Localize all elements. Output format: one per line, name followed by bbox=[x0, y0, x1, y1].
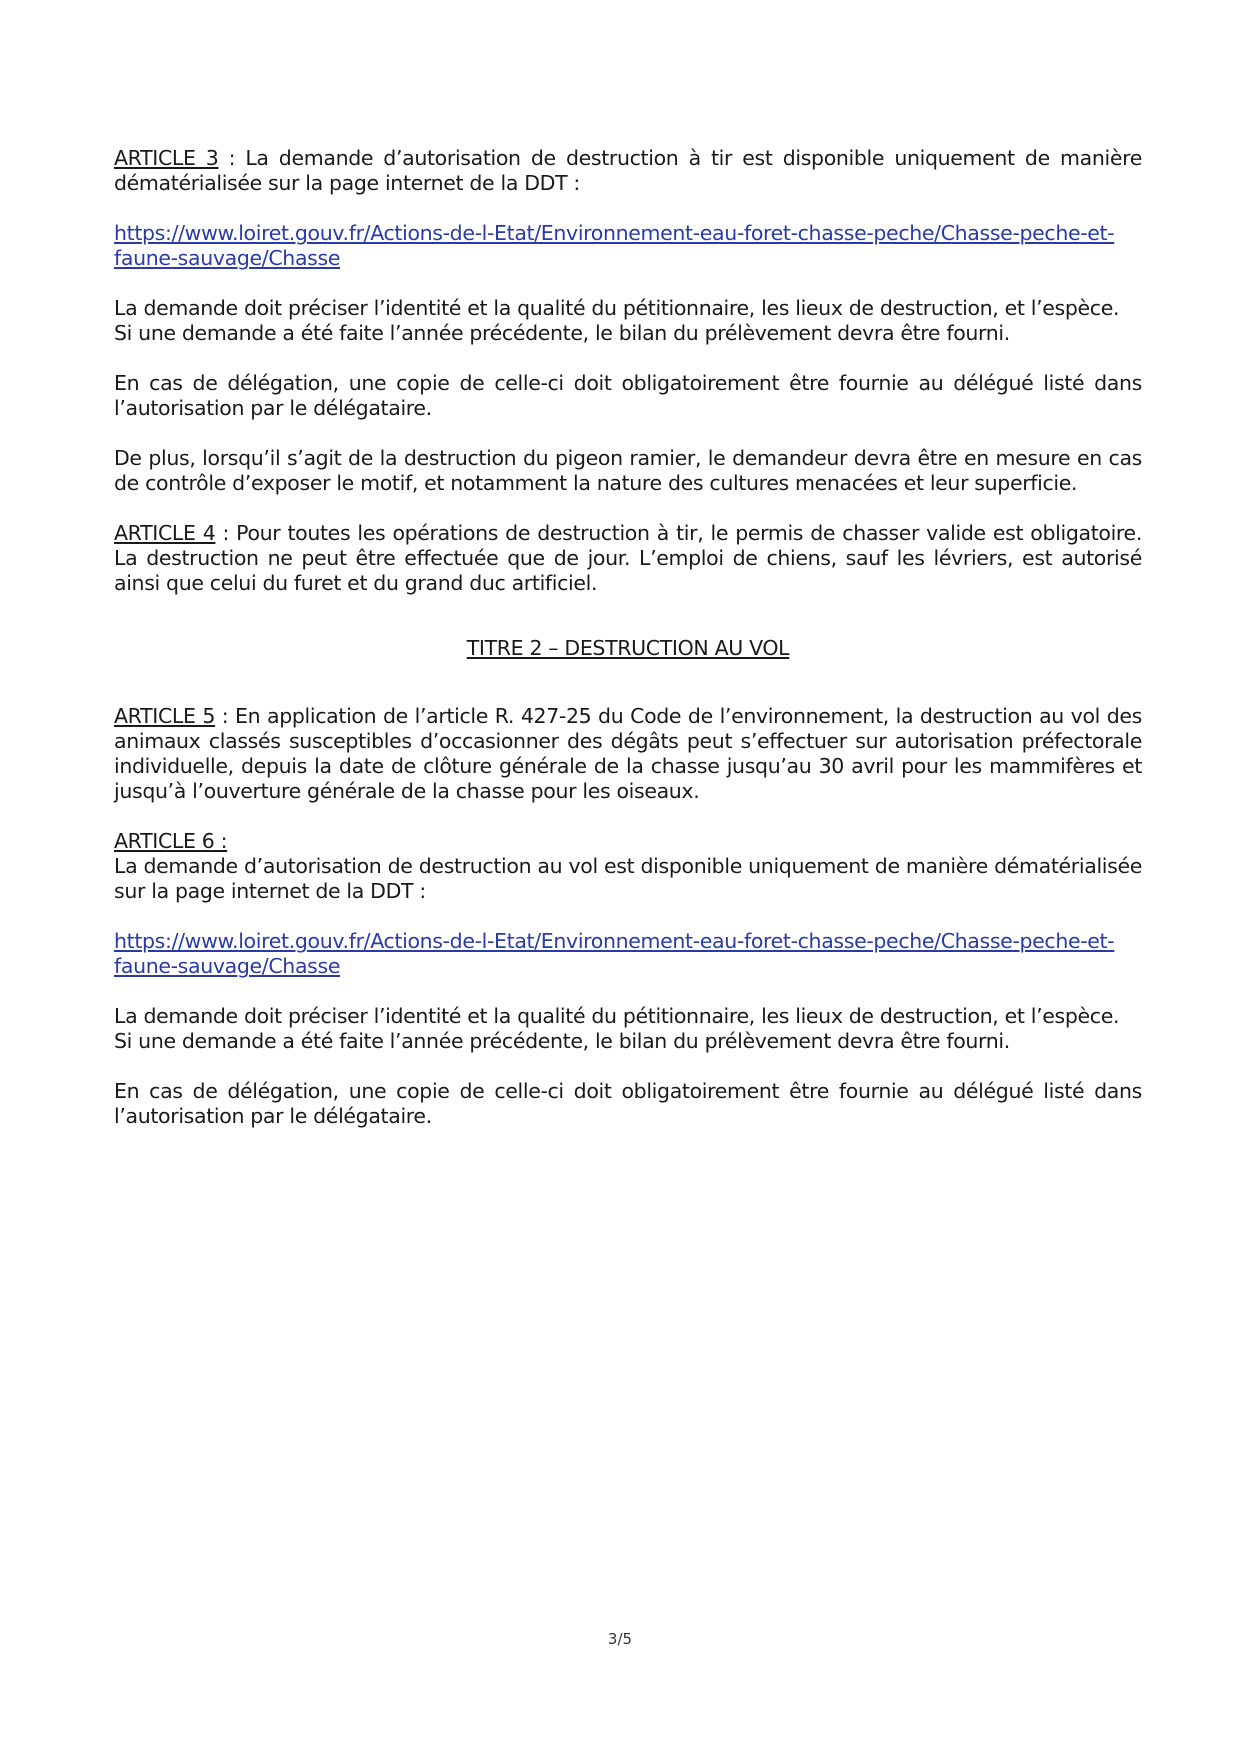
delegation-paragraph-1: En cas de délégation, une copie de celle-ci doit obligatoirement être fournie au délégué listé dans l’autorisation par le délégataire. bbox=[114, 371, 1142, 420]
request-requirements-paragraph-1 bbox=[114, 296, 1142, 346]
ddt-chasse-link-2[interactable]: https://www.loiret.gouv.fr/Actions-de-l-Etat/Environnement-eau-foret-chasse-peche/Chasse-peche-et-faune-sauvage/Chasse bbox=[114, 929, 1115, 978]
ddt-chasse-link-1[interactable]: https://www.loiret.gouv.fr/Actions-de-l-Etat/Environnement-eau-foret-chasse-peche/Chasse-peche-et-faune-sauvage/Chasse bbox=[114, 221, 1115, 270]
article-5-label: ARTICLE 5 bbox=[114, 704, 216, 728]
page-number: 3/5 bbox=[607, 1630, 633, 1648]
article-3-text: : La demande d’autorisation de destruction à tir est disponible uniquement de manière dématérialisée sur la page internet de la DDT : bbox=[114, 146, 1142, 195]
article-3-label: ARTICLE 3 bbox=[114, 146, 219, 170]
article-6-label: ARTICLE 6 : bbox=[114, 829, 228, 853]
request-requirements-line-1: La demande doit préciser l’identité et la qualité du pétitionnaire, les lieux de destruction, et l’espèce. bbox=[114, 296, 1120, 320]
request-report-line-2: Si une demande a été faite l’année précédente, le bilan du prélèvement devra être fourni. bbox=[114, 1029, 1010, 1053]
request-requirements-line-2: La demande doit préciser l’identité et la qualité du pétitionnaire, les lieux de destruction, et l’espèce. bbox=[114, 1004, 1120, 1028]
ddt-link-paragraph-2 bbox=[114, 929, 1142, 979]
titre-2-heading: TITRE 2 – DESTRUCTION AU VOL bbox=[466, 636, 790, 660]
page-content bbox=[114, 146, 1142, 1129]
request-requirements-paragraph-2 bbox=[114, 1004, 1142, 1054]
article-6-heading bbox=[114, 829, 1142, 854]
pigeon-paragraph: De plus, lorsqu’il s’agit de la destruction du pigeon ramier, le demandeur devra être en mesure en cas de contrôle d’exposer le motif, et notamment la nature des cultures menacées et leur superficie. bbox=[114, 446, 1142, 495]
article-3-paragraph bbox=[114, 146, 1142, 196]
ddt-link-paragraph-1 bbox=[114, 221, 1142, 271]
article-4-label: ARTICLE 4 bbox=[114, 521, 216, 545]
article-5-paragraph bbox=[114, 704, 1142, 804]
article-5-text: : En application de l’article R. 427-25 du Code de l’environnement, la destruction au vol des animaux classés susceptibles d’occasionner des dégâts peut s’effectuer sur autorisation préfectorale individuelle, depuis la date de clôture générale de la chasse jusqu’au 30 avril pour les mammifères et jusqu’à l’ouverture générale de la chasse pour les oiseaux. bbox=[114, 704, 1142, 803]
article-6-paragraph: La demande d’autorisation de destruction au vol est disponible uniquement de manière dématérialisée sur la page internet de la DDT : bbox=[114, 854, 1142, 903]
article-4-paragraph bbox=[114, 521, 1142, 596]
request-report-line-1: Si une demande a été faite l’année précédente, le bilan du prélèvement devra être fourni. bbox=[114, 321, 1010, 345]
delegation-paragraph-2: En cas de délégation, une copie de celle-ci doit obligatoirement être fournie au délégué listé dans l’autorisation par le délégataire. bbox=[114, 1079, 1142, 1128]
article-4-text: : Pour toutes les opérations de destruction à tir, le permis de chasser valide est obligatoire. La destruction ne peut être effectuée que de jour. L’emploi de chiens, sauf les lévriers, est autorisé ainsi que celui du furet et du grand duc artificiel. bbox=[114, 521, 1142, 595]
